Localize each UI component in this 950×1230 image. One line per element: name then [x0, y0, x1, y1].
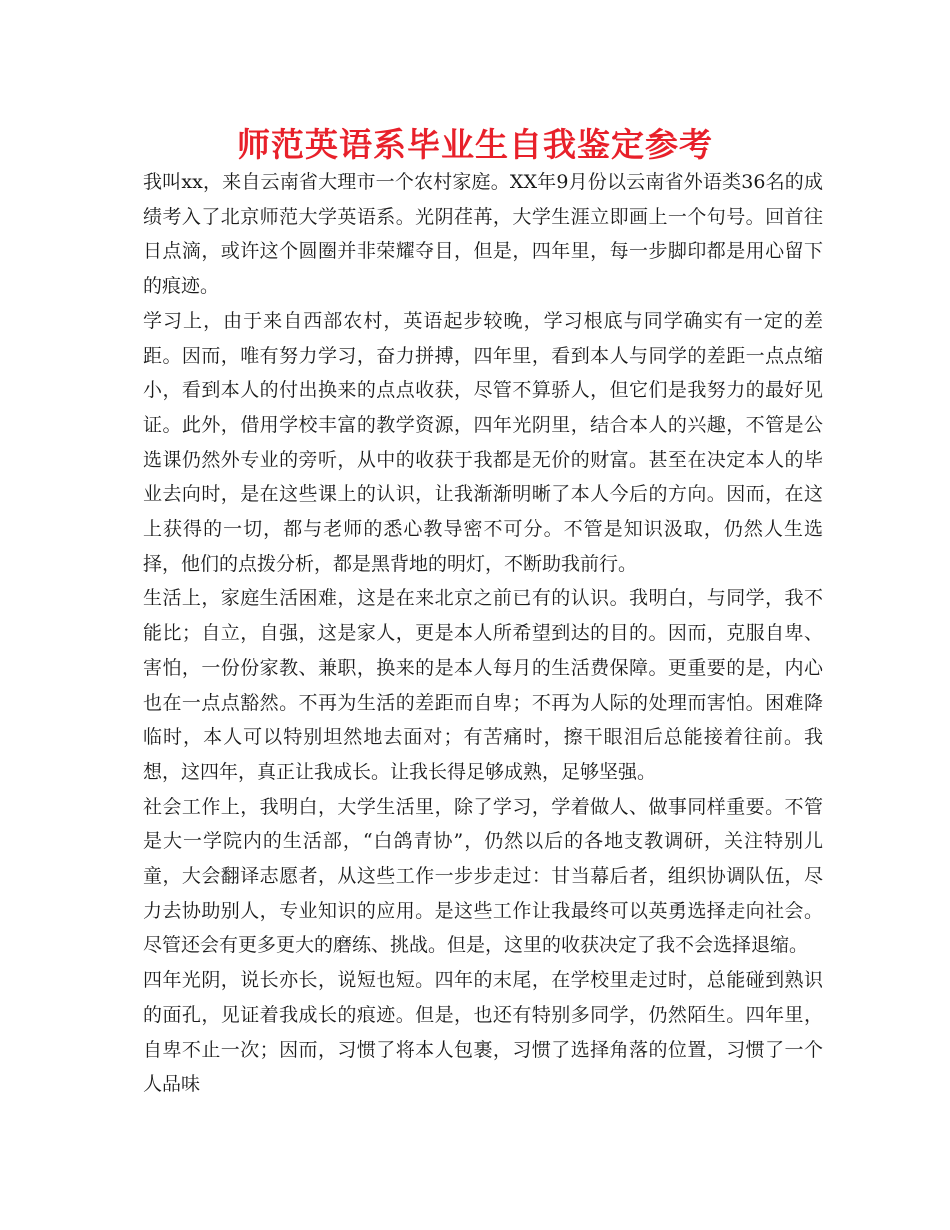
paragraph-social-work: 社会工作上，我明白，大学生活里，除了学习，学着做人、做事同样重要。不管是大一学院内的生活部，“白鸽青协”，仍然以后的各地支教调研，关注特别儿童，大会翻译志愿者，从这些工作一步步走过：甘当幕后者，组织协调队伍，尽力去协助别人，专业知识的应用。是这些工作让我最终可以英勇选择走向社会。尽管还会有更多更大的磨练、挑战。但是，这里的收获决定了我不会选择退缩。: [143, 795, 823, 957]
paragraph-four-years: 四年光阴，说长亦长，说短也短。四年的末尾，在学校里走过时，总能碰到熟识的面孔，见证着我成长的痕迹。但是，也还有特别多同学，仍然陌生。四年里，自卑不止一次；因而，习惯了将本人包裹，习惯了选择角落的位置，习惯了一个人品味: [143, 969, 823, 1096]
paragraph-study: 学习上，由于来自西部农村，英语起步较晚，学习根底与同学确实有一定的差距。因而，唯有努力学习，奋力拼搏，四年里，看到本人与同学的差距一点点缩小，看到本人的付出换来的点点收获，尽管不算骄人，但它们是我努力的最好见证。此外，借用学校丰富的教学资源，四年光阴里，结合本人的兴趣，不管是公选课仍然外专业的旁听，从中的收获于我都是无价的财富。甚至在决定本人的毕业去向时，是在这些课上的认识，让我渐渐明晰了本人今后的方向。因而，在这上获得的一切，都与老师的悉心教导密不可分。不管是知识汲取，仍然人生选择，他们的点拨分析，都是黑背地的明灯，不断助我前行。: [143, 309, 823, 575]
paragraph-life: 生活上，家庭生活困难，这是在来北京之前已有的认识。我明白，与同学，我不能比；自立，自强，这是家人，更是本人所希望到达的目的。因而，克服自卑、害怕，一份份家教、兼职，换来的是本人每月的生活费保障。更重要的是，内心也在一点点豁然。不再为生活的差距而自卑；不再为人际的处理而害怕。困难降临时，本人可以特别坦然地去面对；有苦痛时，擦干眼泪后总能接着往前。我想，这四年，真正让我成长。让我长得足够成熟，足够坚强。: [143, 587, 823, 783]
document-body: [143, 165, 823, 1102]
paragraph-intro: 我叫xx，来自云南省大理市一个农村家庭。XX年9月份以云南省外语类36名的成绩考入了北京师范大学英语系。光阴荏苒，大学生涯立即画上一个句号。回首往日点滴，或许这个圆圈并非荣耀夺目，但是，四年里，每一步脚印都是用心留下的痕迹。: [143, 171, 823, 298]
document-title: 师范英语系毕业生自我鉴定参考: [237, 125, 713, 164]
